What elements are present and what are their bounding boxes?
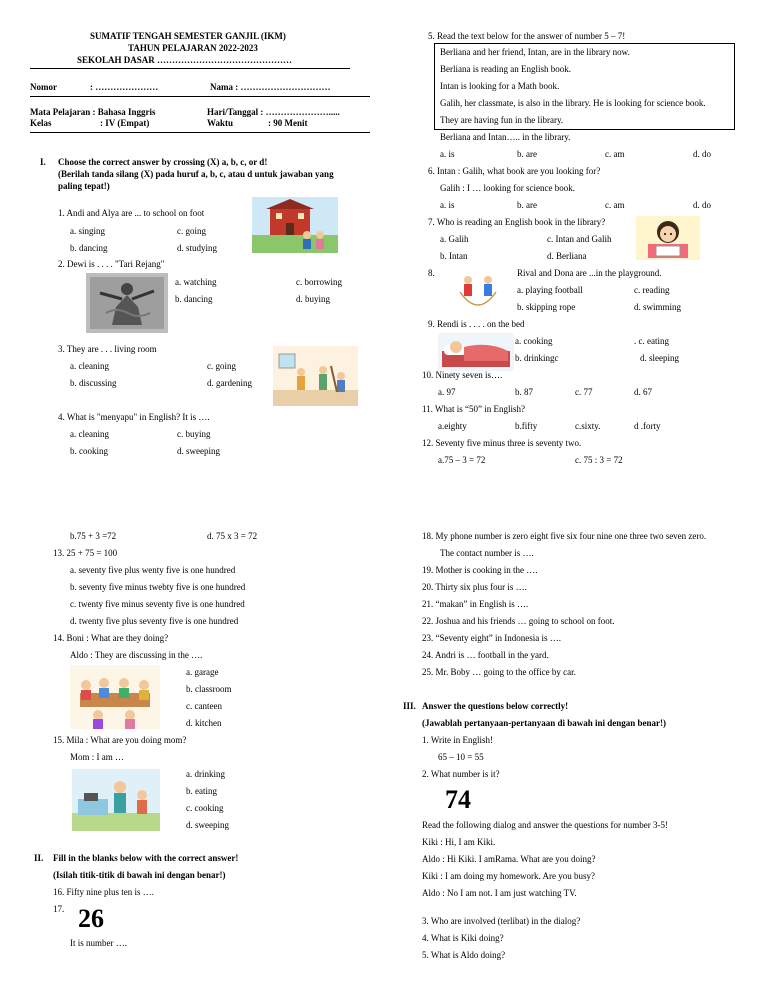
- dancer-photo: [86, 273, 168, 333]
- question-text: 21. “makan” in English is ….: [422, 599, 529, 609]
- option[interactable]: c. 75 : 3 = 72: [575, 455, 623, 465]
- question-text: 12. Seventy five minus three is seventy two.: [422, 438, 582, 448]
- dialog-line: Aldo : Hi Kiki. I amRama. What are you doing?: [422, 854, 596, 864]
- option[interactable]: b. dancing: [175, 294, 213, 304]
- option[interactable]: b. Intan: [440, 251, 468, 261]
- option[interactable]: d. do: [693, 200, 711, 210]
- question-text: 15. Mila : What are you doing mom?: [53, 735, 187, 745]
- option[interactable]: a.75 – 3 = 72: [438, 455, 486, 465]
- section-number: II.: [34, 853, 44, 863]
- option[interactable]: a. 97: [438, 387, 456, 397]
- option[interactable]: c. 77: [575, 387, 593, 397]
- section-instruction: (Isilah titik-titik di bawah ini dengan benar!): [53, 870, 226, 880]
- question-text: Mom : I am …: [70, 752, 124, 762]
- question-text: 14. Boni : What are they doing?: [53, 633, 169, 643]
- header-rule: [30, 132, 370, 133]
- option[interactable]: d. 67: [634, 387, 652, 397]
- dialog-line: Kiki : Hi, I am Kiki.: [422, 837, 496, 847]
- option[interactable]: c. Intan and Galih: [547, 234, 612, 244]
- option[interactable]: c. going: [177, 226, 206, 236]
- reading-line: Berliana and her friend, Intan, are in the library now.: [440, 47, 630, 57]
- question-text: 10. Ninety seven is….: [422, 370, 503, 380]
- dialog-intro: Read the following dialog and answer the questions for number 3-5!: [422, 820, 668, 830]
- question-number: 8.: [428, 268, 435, 278]
- option[interactable]: c. borrowing: [296, 277, 342, 287]
- question-text: 6. Intan : Galih, what book are you looking for?: [428, 166, 601, 176]
- option[interactable]: b. eating: [186, 786, 217, 796]
- option[interactable]: d .forty: [634, 421, 661, 431]
- reading-line: They are having fun in the library.: [440, 115, 564, 125]
- option[interactable]: d. Berliana: [547, 251, 587, 261]
- option[interactable]: d. sleeping: [640, 353, 679, 363]
- option[interactable]: d. studying: [177, 243, 218, 253]
- option[interactable]: a. drinking: [186, 769, 225, 779]
- section-title: Answer the questions below correctly!: [422, 701, 569, 711]
- option[interactable]: a. cleaning: [70, 361, 109, 371]
- question-text: 16. Fifty nine plus ten is ….: [53, 887, 154, 897]
- section-title: Choose the correct answer by crossing (X) a, b, c, or d!: [58, 157, 268, 167]
- question-text: 7. Who is reading an English book in the library?: [428, 217, 606, 227]
- sleeping-boy-illustration: [438, 333, 514, 371]
- option[interactable]: b. dancing: [70, 243, 108, 253]
- option[interactable]: d. do: [693, 149, 711, 159]
- question-text: 1. Andi and Alya are ... to school on foot: [58, 208, 205, 218]
- option[interactable]: c. am: [605, 200, 625, 210]
- option[interactable]: c. cooking: [186, 803, 224, 813]
- option[interactable]: a. garage: [186, 667, 219, 677]
- question-text: The contact number is ….: [440, 548, 534, 558]
- date-field: Hari/Tanggal : ………………….....: [207, 107, 340, 117]
- question-text: 19. Mother is cooking in the ….: [422, 565, 538, 575]
- school-year: TAHUN PELAJARAN 2022-2023: [128, 43, 258, 53]
- question-text: 1. Write in English!: [422, 735, 493, 745]
- question-text: 5. Read the text below for the answer of number 5 – 7!: [428, 31, 626, 41]
- subject-field: Mata Pelajaran : Bahasa Inggris: [30, 107, 156, 117]
- option[interactable]: c.sixty.: [575, 421, 601, 431]
- question-text: 9. Rendi is . . . . on the bed: [428, 319, 525, 329]
- kitchen-cooking-illustration: [72, 769, 160, 831]
- question-text: 23. “Seventy eight” in Indonesia is ….: [422, 633, 561, 643]
- option[interactable]: c. canteen: [186, 701, 222, 711]
- option[interactable]: b. skipping rope: [517, 302, 576, 312]
- option[interactable]: a. singing: [70, 226, 105, 236]
- class-label: Kelas: [30, 118, 52, 128]
- section-instruction: (Berilah tanda silang (X) pada huruf a, b, c, atau d untuk jawaban yang: [58, 169, 334, 179]
- question-text: 22. Joshua and his friends … going to school on foot.: [422, 616, 615, 626]
- option[interactable]: d. buying: [296, 294, 331, 304]
- big-number: 74: [445, 785, 471, 814]
- option[interactable]: b. 87: [515, 387, 533, 397]
- section-instruction: paling tepat!): [58, 181, 110, 191]
- option[interactable]: . c. eating: [634, 336, 669, 346]
- option[interactable]: a. is: [440, 149, 455, 159]
- question-text: 4. What is "menyapu" in English? It is ….: [58, 412, 210, 422]
- option[interactable]: d. sweeping: [177, 446, 220, 456]
- nomor-field: : …………………: [90, 82, 159, 92]
- question-text: 11. What is “50” in English?: [422, 404, 525, 414]
- option[interactable]: c. going: [207, 361, 236, 371]
- question-text: 25. Mr. Boby … going to the office by car.: [422, 667, 576, 677]
- header-rule: [30, 96, 370, 97]
- option[interactable]: b. drinkingc: [515, 353, 559, 363]
- option[interactable]: d. 75 x 3 = 72: [207, 531, 258, 541]
- option[interactable]: b. cooking: [70, 446, 108, 456]
- section-number: III.: [403, 701, 416, 711]
- option[interactable]: c. twenty five minus seventy five is one hundred: [70, 599, 245, 609]
- option[interactable]: b. discussing: [70, 378, 117, 388]
- question-text: Rival and Dona are ...in the playground.: [517, 268, 662, 278]
- question-text: 20. Thirty six plus four is ….: [422, 582, 527, 592]
- question-number: 17.: [53, 904, 65, 914]
- dialog-line: Aldo : No I am not. I am just watching TV.: [422, 888, 577, 898]
- question-text: 3. They are . . . living room: [58, 344, 157, 354]
- classroom-discussion-illustration: [70, 665, 160, 729]
- reading-line: Galih, her classmate, is also in the library. He is looking for science book.: [440, 98, 706, 108]
- option[interactable]: b.fifty: [515, 421, 538, 431]
- dialog-line: Kiki : I am doing my homework. Are you busy?: [422, 871, 595, 881]
- question-text: 65 – 10 = 55: [438, 752, 484, 762]
- cleaning-room-illustration: [273, 346, 358, 406]
- option[interactable]: b. are: [517, 200, 537, 210]
- option[interactable]: d. twenty five plus seventy five is one hundred: [70, 616, 239, 626]
- option[interactable]: c. buying: [177, 429, 211, 439]
- reading-line: Berliana is reading an English book.: [440, 64, 571, 74]
- section-instruction: (Jawablah pertanyaan-pertanyaan di bawah ini dengan benar!): [422, 718, 667, 728]
- option[interactable]: b. classroom: [186, 684, 232, 694]
- skipping-rope-illustration: [454, 270, 502, 310]
- option[interactable]: a. watching: [175, 277, 217, 287]
- option[interactable]: a.eighty: [438, 421, 467, 431]
- option[interactable]: c. am: [605, 149, 625, 159]
- option[interactable]: a. Galih: [440, 234, 469, 244]
- school-walk-illustration: [252, 197, 338, 253]
- reading-line: Intan is looking for a Math book.: [440, 81, 560, 91]
- option[interactable]: a. playing football: [517, 285, 583, 295]
- question-text: 5. What is Aldo doing?: [422, 950, 506, 960]
- option[interactable]: d. gardening: [207, 378, 252, 388]
- question-text: 2. Dewi is . . . . "Tari Rejang": [58, 259, 165, 269]
- question-text: 13. 25 + 75 = 100: [53, 548, 118, 558]
- option[interactable]: a. seventy five plus wenty five is one hundred: [70, 565, 236, 575]
- option[interactable]: a. is: [440, 200, 455, 210]
- section-number: I.: [40, 157, 46, 167]
- question-text: 4. What is Kiki doing?: [422, 933, 504, 943]
- option[interactable]: a. cooking: [515, 336, 553, 346]
- question-text: It is number ….: [70, 938, 127, 948]
- school-name: SEKOLAH DASAR ………………………………………: [77, 55, 293, 65]
- option[interactable]: d. sweeping: [186, 820, 229, 830]
- question-text: Galih : I … looking for science book.: [440, 183, 575, 193]
- option[interactable]: d. swimming: [634, 302, 682, 312]
- question-text: 2. What number is it?: [422, 769, 500, 779]
- big-number: 26: [78, 904, 104, 933]
- nama-field: Nama : …………………………: [210, 82, 331, 92]
- time-field: : 90 Menit: [268, 118, 308, 128]
- time-label: Waktu: [207, 118, 234, 128]
- option[interactable]: c. reading: [634, 285, 670, 295]
- girl-reading-illustration: [636, 216, 700, 260]
- header-rule: [30, 68, 350, 69]
- question-text: 24. Andri is … football in the yard.: [422, 650, 549, 660]
- nomor-label: Nomor: [30, 82, 57, 92]
- option[interactable]: d. kitchen: [186, 718, 222, 728]
- question-text: Aldo : They are discussing in the ….: [70, 650, 203, 660]
- option[interactable]: b. seventy five minus twebty five is one hundred: [70, 582, 246, 592]
- question-text: Berliana and Intan….. in the library.: [440, 132, 571, 142]
- section-title: Fill in the blanks below with the correct answer!: [53, 853, 239, 863]
- question-text: 18. My phone number is zero eight five six four nine one three two seven zero.: [422, 531, 707, 541]
- option[interactable]: b. are: [517, 149, 537, 159]
- class-field: : IV (Empat): [100, 118, 150, 128]
- exam-title: SUMATIF TENGAH SEMESTER GANJIL (IKM): [90, 31, 286, 41]
- option[interactable]: b.75 + 3 =72: [70, 531, 117, 541]
- question-text: 3. Who are involved (terlibat) in the dialog?: [422, 916, 581, 926]
- option[interactable]: a. cleaning: [70, 429, 109, 439]
